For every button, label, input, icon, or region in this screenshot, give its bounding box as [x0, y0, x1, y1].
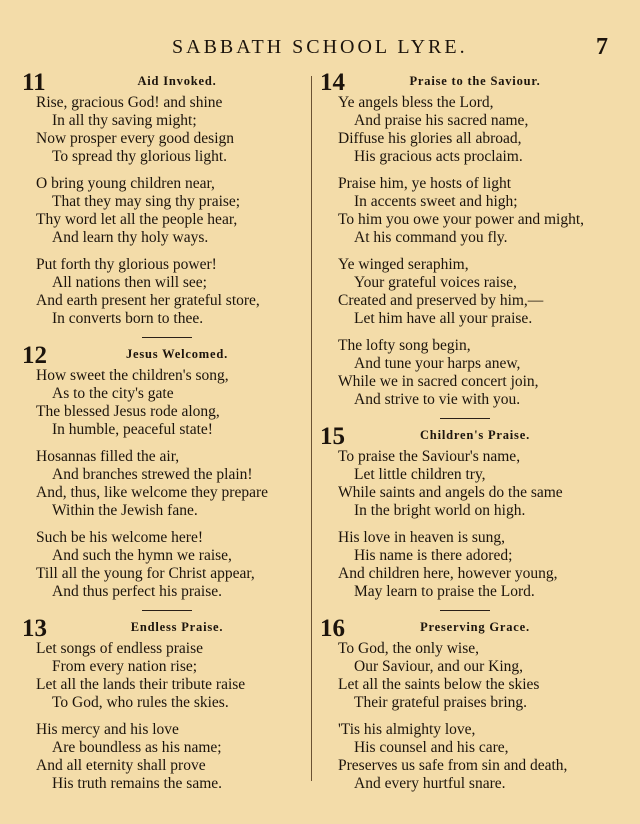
stanza: [22, 94, 312, 166]
stanza: [320, 256, 610, 328]
hymn-number: 11: [22, 69, 46, 96]
stanza: [320, 337, 610, 409]
stanza: [22, 448, 312, 520]
verse-line: Praise him, ye hosts of light: [338, 175, 512, 192]
stanza: [22, 721, 312, 793]
hymn-14: [320, 68, 610, 422]
verse-line: And thus perfect his praise.: [52, 583, 223, 600]
verse-line: Our Saviour, and our King,: [354, 658, 523, 675]
verse-line: Are boundless as his name;: [52, 739, 222, 756]
verse-line: And earth present her grateful store,: [36, 292, 260, 309]
verse-line: His name is there adored;: [354, 547, 513, 564]
hymn-11: [22, 68, 312, 341]
verse-line: Such be his welcome here!: [36, 529, 203, 546]
hymn-title: Aid Invoked.: [137, 74, 217, 88]
column-divider: [311, 76, 312, 781]
stanza: [22, 175, 312, 247]
hymn-heading: [320, 68, 610, 94]
verse-line: His counsel and his care,: [354, 739, 509, 756]
verse-line: As to the city's gate: [52, 385, 174, 402]
verse-line: Now prosper every good design: [36, 130, 235, 147]
verse-line: In the bright world on high.: [354, 502, 526, 519]
verse-line: Thy word let all the people hear,: [36, 211, 238, 228]
hymn-title: Children's Praise.: [419, 428, 530, 442]
verse-line: And strive to vie with you.: [354, 391, 521, 408]
hymn-number: 16: [320, 615, 345, 642]
verse-line: While we in sacred concert join,: [338, 373, 539, 390]
verse-line: O bring young children near,: [36, 175, 215, 192]
verse-line: Let him have all your praise.: [354, 310, 533, 327]
verse-line: That they may sing thy praise;: [52, 193, 241, 210]
stanza: [320, 721, 610, 793]
stanza: [320, 175, 610, 247]
verse-line: Diffuse his glories all abroad,: [338, 130, 522, 147]
verse-line: How sweet the children's song,: [36, 367, 229, 384]
verse-line: May learn to praise the Lord.: [354, 583, 535, 600]
verse-line: All nations then will see;: [52, 274, 207, 291]
page-number: 7: [596, 34, 608, 60]
verse-line: Preserves us safe from sin and death,: [338, 757, 568, 774]
verse-line: 'Tis his almighty love,: [338, 721, 476, 738]
verse-line: In converts born to thee.: [52, 310, 204, 327]
verse-line: While saints and angels do the same: [338, 484, 563, 501]
hymn-heading: [320, 614, 610, 640]
verse-line: In all thy saving might;: [52, 112, 197, 129]
verse-line: To him you owe your power and might,: [338, 211, 585, 228]
verse-line: Let all the saints below the skies: [338, 676, 540, 693]
verse-line: Rise, gracious God! and shine: [36, 94, 223, 111]
verse-line: In humble, peaceful state!: [52, 421, 213, 438]
hymn-title: Jesus Welcomed.: [125, 347, 229, 361]
verse-line: And praise his sacred name,: [354, 112, 529, 129]
verse-line: To spread thy glorious light.: [52, 148, 227, 165]
verse-line: From every nation rise;: [52, 658, 198, 675]
hymn-number: 14: [320, 69, 345, 96]
hymn-16: [320, 614, 610, 793]
hymn-12: [22, 341, 312, 614]
stanza: [320, 640, 610, 712]
verse-line: Within the Jewish fane.: [52, 502, 198, 519]
right-column: [320, 68, 610, 802]
verse-line: Created and preserved by him,—: [338, 292, 544, 309]
hymn-13: [22, 614, 312, 793]
verse-line: To praise the Saviour's name,: [338, 448, 521, 465]
hymn-number: 13: [22, 615, 47, 642]
verse-line: At his command you fly.: [354, 229, 508, 246]
hymn-15: [320, 422, 610, 614]
verse-line: And learn thy holy ways.: [52, 229, 209, 246]
verse-line: Their grateful praises bring.: [354, 694, 528, 711]
verse-line: To God, the only wise,: [338, 640, 479, 657]
verse-line: And children here, however young,: [338, 565, 558, 582]
stanza: [22, 367, 312, 439]
verse-line: And every hurtful snare.: [354, 775, 506, 792]
verse-line: In accents sweet and high;: [354, 193, 518, 210]
verse-line: His mercy and his love: [36, 721, 179, 738]
left-column: [22, 68, 312, 802]
hymn-heading: [22, 68, 312, 94]
verse-line: And, thus, like welcome they prepare: [36, 484, 268, 501]
page-header: [0, 34, 640, 64]
hymn-title: Preserving Grace.: [420, 620, 530, 634]
verse-line: And branches strewed the plain!: [52, 466, 253, 483]
verse-line: His truth remains the same.: [52, 775, 223, 792]
hymn-heading: [22, 341, 312, 367]
verse-line: And all eternity shall prove: [36, 757, 206, 774]
verse-line: And such the hymn we raise,: [52, 547, 232, 564]
verse-line: To God, who rules the skies.: [52, 694, 229, 711]
hymn-heading: [320, 422, 610, 448]
verse-line: The blessed Jesus rode along,: [36, 403, 220, 420]
verse-line: Ye angels bless the Lord,: [338, 94, 494, 111]
stanza: [22, 640, 312, 712]
verse-line: Let all the lands their tribute raise: [36, 676, 246, 693]
stanza: [320, 94, 610, 166]
hymn-title: Endless Praise.: [130, 620, 224, 634]
hymn-number: 12: [22, 342, 47, 369]
verse-line: Let songs of endless praise: [36, 640, 204, 657]
running-title: SABBATH SCHOOL LYRE.: [172, 36, 468, 58]
verse-line: His gracious acts proclaim.: [354, 148, 523, 165]
stanza: [22, 256, 312, 328]
stanza: [320, 529, 610, 601]
stanza: [320, 448, 610, 520]
verse-line: The lofty song begin,: [338, 337, 471, 354]
verse-line: Hosannas filled the air,: [36, 448, 180, 465]
verse-line: Your grateful voices raise,: [354, 274, 517, 291]
verse-line: Let little children try,: [354, 466, 486, 483]
hymn-heading: [22, 614, 312, 640]
verse-line: Ye winged seraphim,: [338, 256, 469, 273]
hymn-title: Praise to the Saviour.: [409, 74, 541, 88]
verse-line: And tune your harps anew,: [354, 355, 521, 372]
verse-line: Till all the young for Christ appear,: [36, 565, 255, 582]
verse-line: Put forth thy glorious power!: [36, 256, 217, 273]
stanza: [22, 529, 312, 601]
verse-line: His love in heaven is sung,: [338, 529, 506, 546]
hymn-number: 15: [320, 423, 345, 450]
